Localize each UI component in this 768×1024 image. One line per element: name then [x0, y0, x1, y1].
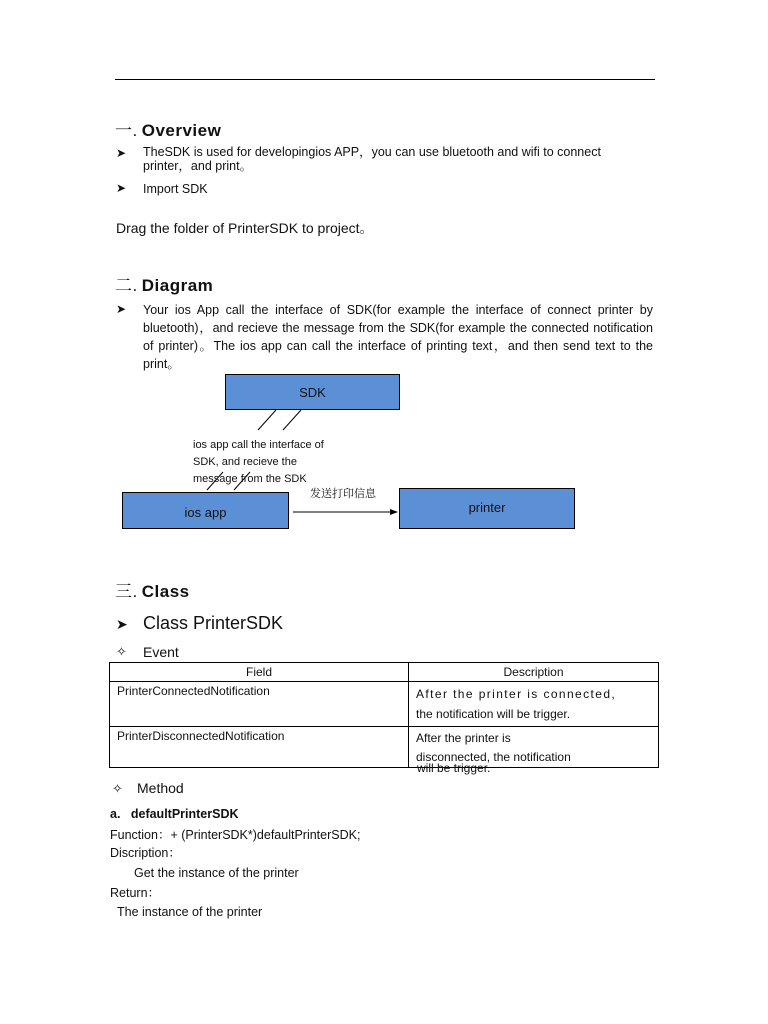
overview-bullet-2: Import SDK	[143, 182, 208, 196]
diagram-heading: 二. Diagram	[115, 276, 214, 295]
return-text: The instance of the printer	[117, 905, 263, 919]
table-header-field: Field	[110, 663, 409, 682]
ios-app-box: ios app	[122, 492, 289, 529]
four-point-star-icon: ✧	[116, 644, 127, 659]
arrowhead-bullet-icon: ➤	[116, 181, 127, 195]
method-title: a. defaultPrinterSDK	[110, 807, 239, 821]
arrow-line-up-2	[283, 410, 301, 430]
table-overflow-text: will be trigger.	[417, 761, 491, 775]
arrowhead-bullet-icon: ➤	[116, 616, 128, 632]
arrowhead-bullet-icon: ➤	[116, 302, 127, 316]
send-arrowhead-icon	[390, 509, 398, 515]
overview-bullet-1: TheSDK is used for developingios APP，you can use bluetooth and wifi to connect printer，and print。	[143, 145, 601, 173]
class-subtitle: Class PrinterSDK	[143, 613, 284, 633]
diagram-paragraph: Your ios App call the interface of SDK(for example the interface of connect printer by bluetooth)，and recieve the message from the SDK(for example the connected notification of printer)。The ios app can call the interface of printing text，and then send text to the print。	[143, 303, 653, 371]
table-row	[110, 682, 659, 727]
event-label: Event	[143, 644, 179, 660]
class-heading: 三. Class	[115, 582, 190, 601]
return-label: Return：	[110, 886, 161, 900]
table-cell-description: After the printer is connected, the notification will be trigger.	[409, 682, 659, 727]
table-header-row	[110, 663, 659, 682]
discription-text: Get the instance of the printer	[134, 866, 299, 880]
method-label: Method	[137, 780, 184, 796]
four-point-star-icon: ✧	[112, 781, 123, 796]
arrowhead-bullet-icon: ➤	[116, 146, 127, 160]
sdk-box: SDK	[225, 374, 400, 410]
diagram-note: ios app call the interface of SDK, and recieve the message from the SDK	[193, 439, 324, 485]
event-table	[109, 662, 659, 768]
table-cell-description: After the printer is disconnected, the notification	[409, 727, 659, 768]
table-row	[110, 727, 659, 768]
table-cell-field: PrinterConnectedNotification	[110, 682, 409, 727]
printer-box: printer	[399, 488, 575, 529]
overview-heading: 一. Overview	[115, 121, 222, 140]
arrow-line-up-1	[258, 410, 276, 430]
discription-label: Discription：	[110, 846, 181, 860]
table-header-description: Description	[409, 663, 659, 682]
drag-instruction: Drag the folder of PrinterSDK to project。	[116, 220, 374, 236]
send-label: 发送打印信息	[310, 487, 376, 500]
table-cell-field: PrinterDisconnectedNotification	[110, 727, 409, 768]
method-function: Function：+ (PrinterSDK*)defaultPrinterSDK;	[110, 828, 361, 842]
